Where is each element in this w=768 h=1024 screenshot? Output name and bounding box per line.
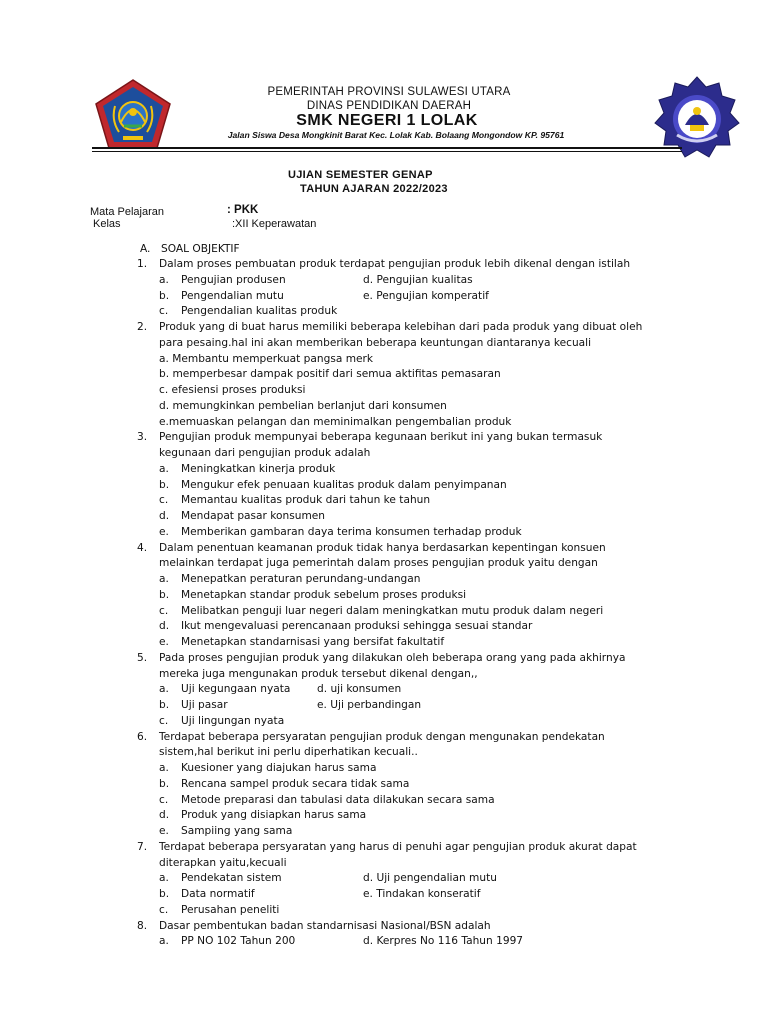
- question-text: Pada proses pengujian produk yang dilakukan oleh beberapa orang yang pada akhirnya: [159, 652, 626, 664]
- option-letter: a.: [159, 573, 169, 585]
- option-text: Data normatif: [181, 888, 255, 900]
- school-address: Jalan Siswa Desa Mongkinit Barat Kec. Lolak Kab. Bolaang Mongondow KP. 95761: [227, 130, 565, 140]
- option-text: Mengukur efek penuaan kualitas produk dalam penyimpanan: [181, 479, 507, 491]
- question-continuation: c. efesiensi proses produksi: [159, 384, 306, 396]
- option-letter: e.: [159, 636, 169, 648]
- option-text: Pendekatan sistem: [181, 872, 282, 884]
- option-text: Menetapkan standar produk sebelum proses produksi: [181, 589, 467, 601]
- option-letter: c.: [159, 605, 169, 617]
- option-text: Uji kegungaan nyata: [181, 683, 291, 695]
- option-text: Memberikan gambaran daya terima konsumen terhadap produk: [181, 526, 522, 538]
- option-letter: c.: [159, 305, 169, 317]
- question-number: 4.: [137, 542, 148, 554]
- question-number: 6.: [137, 731, 148, 743]
- option-text-right: e. Tindakan konseratif: [363, 888, 481, 900]
- option-text: Uji lingungan nyata: [181, 715, 285, 727]
- option-letter: b.: [159, 778, 170, 790]
- section-marker: A.: [140, 243, 151, 255]
- class-value: :XII Keperawatan: [232, 218, 317, 230]
- option-text: Uji pasar: [181, 699, 228, 711]
- option-letter: d.: [159, 809, 170, 821]
- option-letter: b.: [159, 888, 170, 900]
- section-title: SOAL OBJEKTIF: [161, 243, 240, 255]
- question-number: 2.: [137, 321, 148, 333]
- option-letter: b.: [159, 589, 170, 601]
- option-letter: a.: [159, 762, 169, 774]
- option-text: Menetapkan standarnisasi yang bersifat fakultatif: [181, 636, 445, 648]
- option-letter: e.: [159, 526, 169, 538]
- option-text-right: e. Uji perbandingan: [317, 699, 422, 711]
- subject-value: : PKK: [227, 204, 259, 216]
- option-text: Pengendalian mutu: [181, 290, 284, 302]
- option-letter: a.: [159, 872, 169, 884]
- option-text: Produk yang disiapkan harus sama: [181, 809, 367, 821]
- question-number: 5.: [137, 652, 148, 664]
- question-number: 7.: [137, 841, 148, 853]
- header-divider: [92, 147, 682, 149]
- question-number: 8.: [137, 920, 148, 932]
- option-letter: c.: [159, 794, 169, 806]
- option-text: Pengendalian kualitas produk: [181, 305, 338, 317]
- option-letter: d.: [159, 510, 170, 522]
- option-text: Metode preparasi dan tabulasi data dilakukan secara sama: [181, 794, 495, 806]
- class-label: Kelas: [93, 218, 121, 230]
- question-number: 1.: [137, 258, 148, 270]
- option-letter: a.: [159, 683, 169, 695]
- option-text-right: d. Pengujian kualitas: [363, 274, 473, 286]
- subject-label: Mata Pelajaran: [90, 206, 164, 218]
- question-continuation: diterapkan yaitu,kecuali: [159, 857, 287, 869]
- option-text-right: e. Pengujian komperatif: [363, 290, 489, 302]
- option-text: Meningkatkan kinerja produk: [181, 463, 336, 475]
- exam-year: TAHUN AJARAN 2022/2023: [300, 183, 448, 195]
- option-text: PP NO 102 Tahun 200: [181, 935, 296, 947]
- option-letter: b.: [159, 290, 170, 302]
- option-letter: b.: [159, 699, 170, 711]
- question-text: Terdapat beberapa persyaratan pengujian produk dengan mengunakan pendekatan: [159, 731, 605, 743]
- question-continuation: mereka juga mengunakan produk tersebut dikenal dengan,,: [159, 668, 478, 680]
- option-letter: c.: [159, 494, 169, 506]
- header-government-line: PEMERINTAH PROVINSI SULAWESI UTARA: [267, 86, 511, 98]
- option-text: Mendapat pasar konsumen: [181, 510, 326, 522]
- option-text: Perusahan peneliti: [181, 904, 280, 916]
- option-text: Memantau kualitas produk dari tahun ke tahun: [181, 494, 431, 506]
- question-text: Dasar pembentukan badan standarnisasi Nasional/BSN adalah: [159, 920, 491, 932]
- option-text: Ikut mengevaluasi perencanaan produksi sehingga sesuai standar: [181, 620, 533, 632]
- option-letter: d.: [159, 620, 170, 632]
- question-text: Terdapat beberapa persyaratan yang harus di penuhi agar pengujian produk akurat dapat: [159, 841, 637, 853]
- question-text: Pengujian produk mempunyai beberapa kegunaan berikut ini yang bukan termasuk: [159, 431, 603, 443]
- option-text-right: d. Kerpres No 116 Tahun 1997: [363, 935, 524, 947]
- question-text: Produk yang di buat harus memiliki beberapa kelebihan dari pada produk yang dibuat oleh: [159, 321, 643, 333]
- question-continuation: para pesaing.hal ini akan memberikan beberapa keuntungan diantaranya kecuali: [159, 337, 592, 349]
- question-continuation: b. memperbesar dampak positif dari semua aktifitas pemasaran: [159, 368, 501, 380]
- question-text: Dalam proses pembuatan produk terdapat pengujian produk lebih dikenal dengan istilah: [159, 258, 631, 270]
- option-letter: a.: [159, 463, 169, 475]
- option-letter: a.: [159, 935, 169, 947]
- question-continuation: e.memuaskan pelangan dan meminimalkan pengembalian produk: [159, 416, 512, 428]
- option-letter: b.: [159, 479, 170, 491]
- question-continuation: sistem,hal berikut ini perlu diperhatikan kecuali..: [159, 746, 418, 758]
- school-name: SMK NEGERI 1 LOLAK: [296, 112, 478, 129]
- header-divider-thin: [92, 151, 682, 152]
- option-letter: c.: [159, 904, 169, 916]
- question-text: Dalam penentuan keamanan produk tidak hanya berdasarkan kepentingan konsuen: [159, 542, 606, 554]
- question-continuation: a. Membantu memperkuat pangsa merk: [159, 353, 374, 365]
- question-number: 3.: [137, 431, 148, 443]
- option-text: Kuesioner yang diajukan harus sama: [181, 762, 377, 774]
- option-text: Melibatkan penguji luar negeri dalam meningkatkan mutu produk dalam negeri: [181, 605, 604, 617]
- question-continuation: kegunaan dari pengujian produk adalah: [159, 447, 371, 459]
- option-letter: a.: [159, 274, 169, 286]
- option-letter: c.: [159, 715, 169, 727]
- option-text: Pengujian produsen: [181, 274, 286, 286]
- option-text: Rencana sampel produk secara tidak sama: [181, 778, 410, 790]
- exam-title: UJIAN SEMESTER GENAP: [288, 169, 433, 181]
- option-text-right: d. uji konsumen: [317, 683, 402, 695]
- question-continuation: melainkan terdapat juga pemerintah dalam proses pengujian produk yaitu dengan: [159, 557, 598, 569]
- option-letter: e.: [159, 825, 169, 837]
- option-text-right: d. Uji pengendalian mutu: [363, 872, 497, 884]
- option-text: Sampiing yang sama: [181, 825, 293, 837]
- question-continuation: d. memungkinkan pembelian berlanjut dari konsumen: [159, 400, 447, 412]
- option-text: Menepatkan peraturan perundang-undangan: [181, 573, 421, 585]
- header-department-line: DINAS PENDIDIKAN DAERAH: [306, 100, 472, 112]
